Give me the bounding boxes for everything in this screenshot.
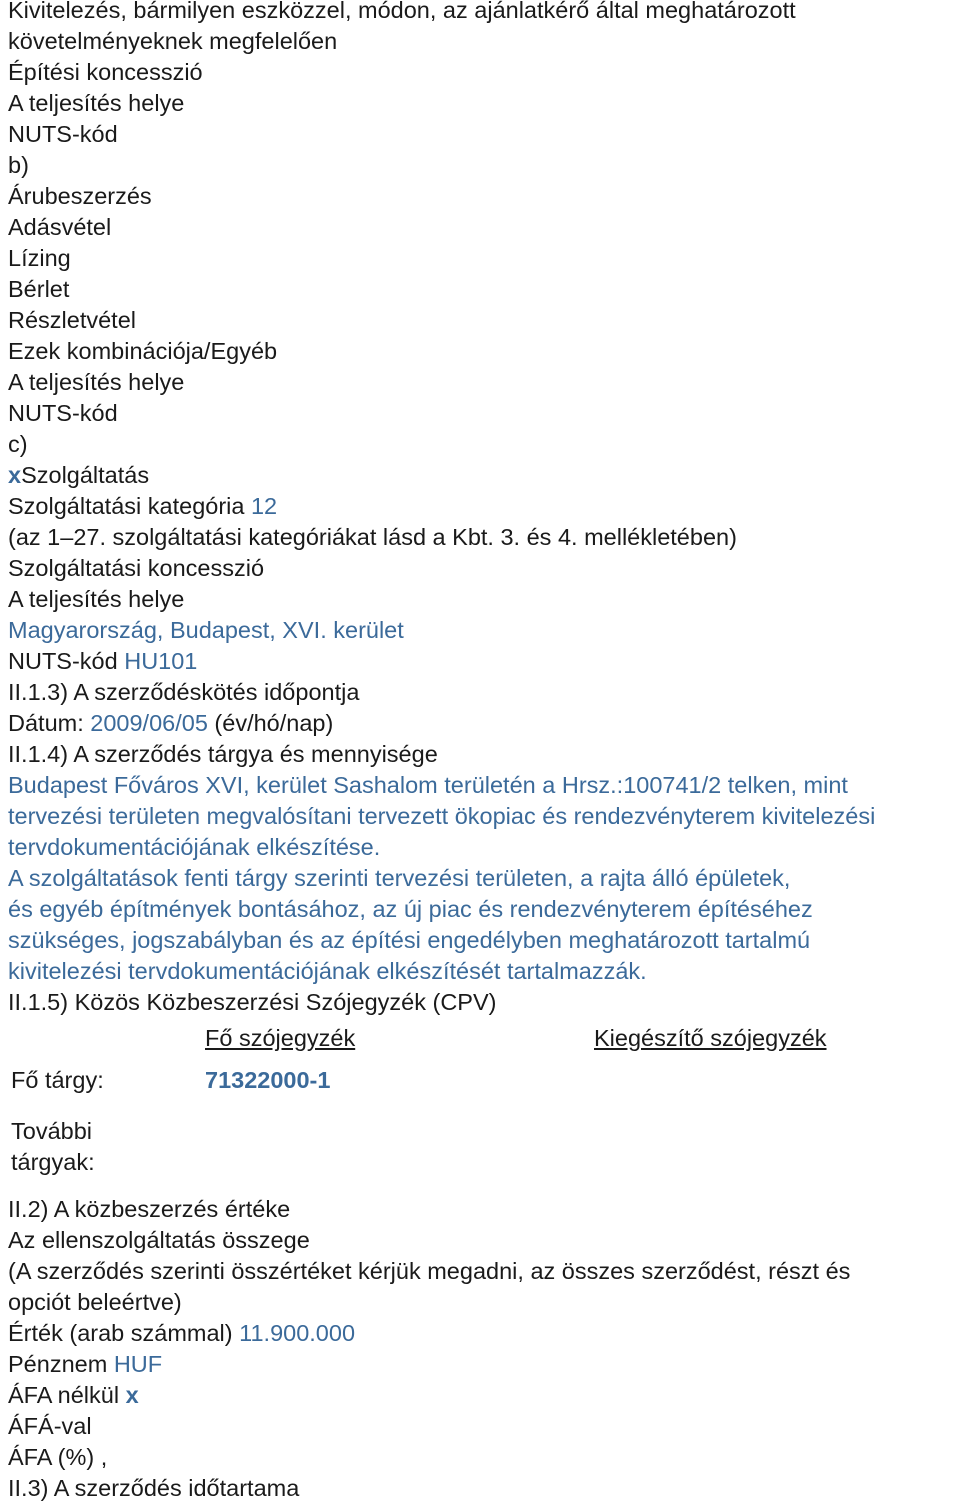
text-line: [8, 1411, 960, 1442]
text-segment: c): [8, 431, 28, 457]
text-segment: Adásvétel: [8, 214, 112, 240]
text-segment: szükséges, jogszabályban és az építési engedélyben meghatározott tartalmú: [8, 927, 811, 953]
text-segment: Pénznem: [8, 1351, 114, 1377]
text-segment: NUTS-kód: [8, 648, 125, 674]
text-segment: Részletvétel: [8, 307, 136, 333]
text-segment: II.3) A szerződés időtartama: [8, 1475, 300, 1501]
cpv-other-label-1: További: [11, 1118, 92, 1144]
text-segment: opciót beleértve): [8, 1289, 182, 1315]
text-segment: A szolgáltatások fenti tárgy szerinti tervezési területen, a rajta álló épületek,: [8, 865, 791, 891]
text-line: [8, 615, 960, 646]
text-segment: 12: [250, 493, 278, 519]
text-line: [8, 646, 960, 677]
text-line: [8, 1349, 960, 1380]
text-line: [8, 677, 960, 708]
text-segment: Lízing: [8, 245, 71, 271]
text-segment: x: [125, 1382, 139, 1408]
text-line: [8, 398, 960, 429]
cpv-head-extra: Kiegészítő szójegyzék: [594, 1025, 827, 1051]
cpv-other-label-2: tárgyak:: [11, 1149, 95, 1175]
text-segment: Ezek kombinációja/Egyéb: [8, 338, 278, 364]
cpv-table: [8, 1018, 960, 1194]
text-line: [8, 57, 960, 88]
document-body-bottom: [8, 1194, 960, 1504]
text-line: [8, 832, 960, 863]
text-segment: Dátum:: [8, 710, 91, 736]
text-segment: 2009/06/05: [90, 710, 208, 736]
text-line: [8, 1225, 960, 1256]
text-line: [8, 305, 960, 336]
text-line: [8, 1287, 960, 1318]
text-line: [8, 243, 960, 274]
text-segment: Bérlet: [8, 276, 70, 302]
text-line: [8, 1442, 960, 1473]
text-line: [8, 0, 960, 26]
text-segment: b): [8, 152, 29, 178]
text-segment: 11.900.000: [239, 1320, 356, 1346]
text-line: [8, 1473, 960, 1504]
text-line: [8, 212, 960, 243]
text-line: [8, 119, 960, 150]
text-segment: Szolgáltatási koncesszió: [8, 555, 265, 581]
text-line: [8, 491, 960, 522]
text-line: [8, 956, 960, 987]
text-line: [8, 739, 960, 770]
text-line: [8, 925, 960, 956]
cpv-head-main: Fő szójegyzék: [205, 1025, 356, 1051]
text-line: [8, 336, 960, 367]
text-line: [8, 429, 960, 460]
text-line: [8, 150, 960, 181]
text-line: [8, 708, 960, 739]
text-segment: Építési koncesszió: [8, 59, 203, 85]
text-segment: tervdokumentációjának elkészítése.: [8, 834, 381, 860]
text-line: [8, 1256, 960, 1287]
text-segment: (A szerződés szerinti összértéket kérjük megadni, az összes szerződést, részt és: [8, 1258, 851, 1284]
text-segment: II.1.4) A szerződés tárgya és mennyisége: [8, 741, 438, 767]
text-line: [8, 801, 960, 832]
text-segment: Az ellenszolgáltatás összege: [8, 1227, 310, 1253]
text-line: [8, 894, 960, 925]
text-segment: A teljesítés helye: [8, 369, 185, 395]
text-line: [8, 553, 960, 584]
text-line: [8, 274, 960, 305]
text-segment: II.2) A közbeszerzés értéke: [8, 1196, 291, 1222]
text-segment: követelményeknek megfelelően: [8, 28, 338, 54]
text-segment: ÁFA nélkül: [8, 1382, 126, 1408]
text-segment: Árubeszerzés: [8, 183, 152, 209]
text-line: [8, 1318, 960, 1349]
text-line: [8, 1380, 960, 1411]
text-segment: A teljesítés helye: [8, 90, 185, 116]
text-segment: NUTS-kód: [8, 121, 118, 147]
text-line: [8, 26, 960, 57]
text-segment: Szolgáltatás: [21, 462, 150, 488]
text-segment: (az 1–27. szolgáltatási kategóriákat lásd a Kbt. 3. és 4. mellékletében): [8, 524, 737, 550]
cpv-main-code: 71322000-1: [205, 1067, 331, 1093]
text-segment: HU101: [124, 648, 198, 674]
text-segment: (év/hó/nap): [207, 710, 334, 736]
text-line: [8, 88, 960, 119]
text-line: [8, 584, 960, 615]
text-line: [8, 987, 960, 1018]
document-body-top: [8, 0, 960, 1018]
text-segment: Szolgáltatási kategória: [8, 493, 251, 519]
text-segment: x: [8, 462, 22, 488]
text-segment: II.1.5) Közös Közbeszerzési Szójegyzék (CPV): [8, 989, 497, 1015]
text-segment: Kivitelezés, bármilyen eszközzel, módon, az ajánlatkérő által meghatározott: [8, 0, 796, 23]
text-line: [8, 181, 960, 212]
text-segment: ÁFA (%) ,: [8, 1444, 108, 1470]
text-line: [8, 770, 960, 801]
text-segment: Budapest Főváros XVI, kerület Sashalom területén a Hrsz.:100741/2 telken, mint: [8, 772, 848, 798]
text-segment: II.1.3) A szerződéskötés időpontja: [8, 679, 360, 705]
cpv-main-label: Fő tárgy:: [11, 1067, 104, 1093]
text-line: [8, 522, 960, 553]
text-segment: NUTS-kód: [8, 400, 118, 426]
text-line: [8, 1194, 960, 1225]
text-segment: Érték (arab számmal): [8, 1320, 240, 1346]
text-segment: HUF: [113, 1351, 163, 1377]
text-segment: és egyéb építmények bontásához, az új piac és rendezvényterem építéséhez: [8, 896, 813, 922]
text-segment: kivitelezési tervdokumentációjának elkészítését tartalmazzák.: [8, 958, 647, 984]
text-segment: Magyarország, Budapest, XVI. kerület: [8, 617, 404, 643]
text-line: [8, 460, 960, 491]
text-line: [8, 863, 960, 894]
text-segment: A teljesítés helye: [8, 586, 185, 612]
text-line: [8, 367, 960, 398]
text-segment: ÁFÁ-val: [8, 1413, 92, 1439]
document-page: [8, 0, 960, 1504]
text-segment: tervezési területen megvalósítani tervezett ökopiac és rendezvényterem kivitelezési: [8, 803, 876, 829]
